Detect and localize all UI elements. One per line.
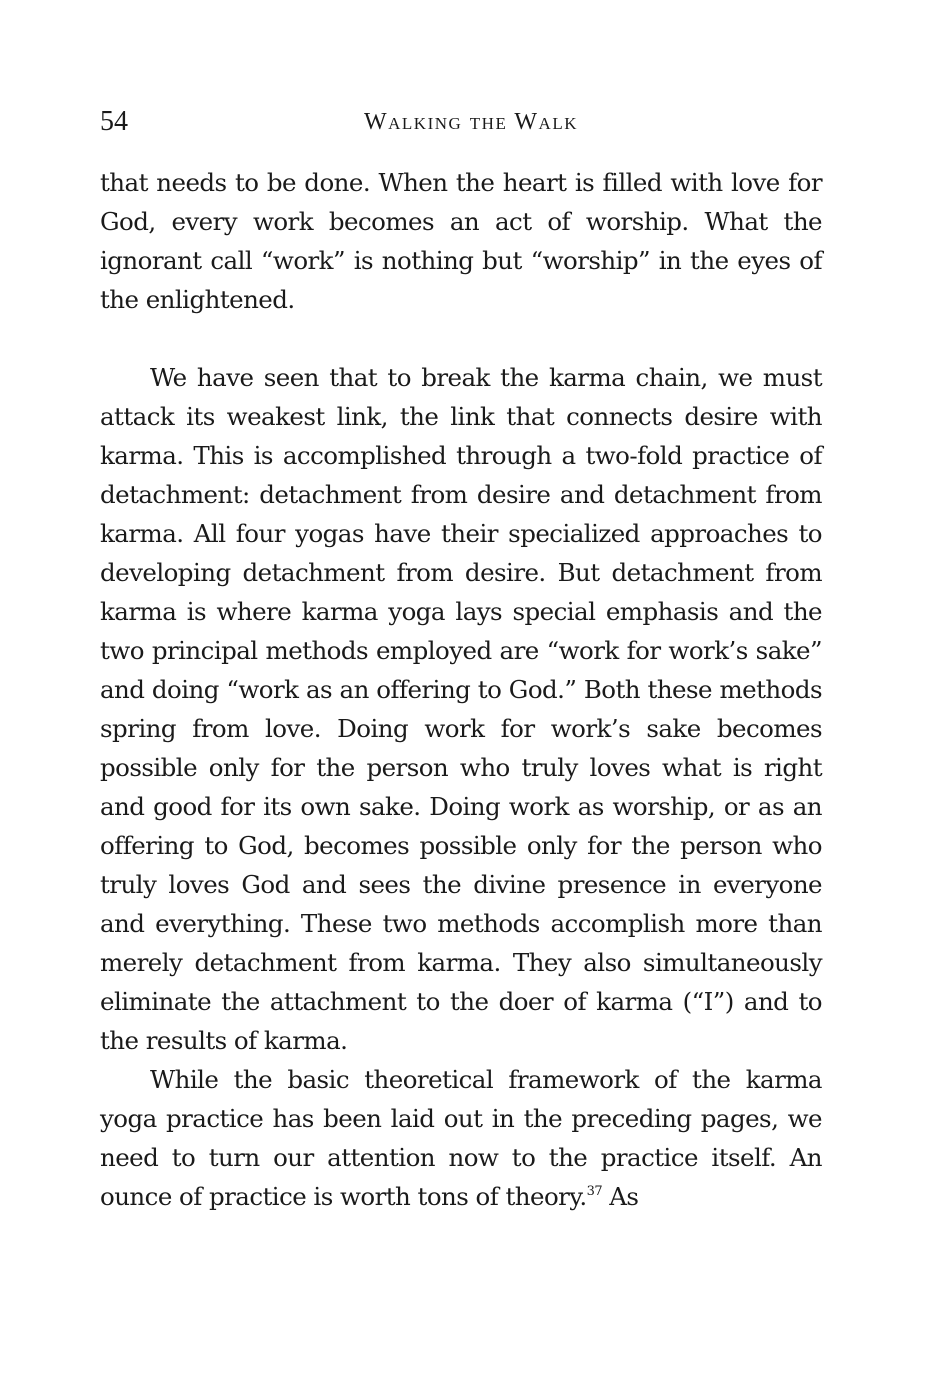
paragraph-practice-tail: As [602,1182,639,1211]
paragraph-practice-text: While the basic theoretical framework of the karma yoga practice has been laid out in the preceding pages, we need to turn our attention now to the practice itself. An ounce of practice is worth tons of theory. [100,1065,822,1211]
running-head [100,104,822,144]
page-number: 54 [100,106,128,137]
paragraph-karma-chain: We have seen that to break the karma chain, we must attack its weakest link, the link that connects desire with karma. This is accomplished through a two-fold practice of detachment: detachment from desire and detachment from karma. All four yogas have their specialized approaches to developing detachment from desire. But detachment from karma is where karma yoga lays special emphasis and the two principal methods employed are “work for work’s sake” and doing “work as an offering to God.” Both these methods spring from love. Doing work for work’s sake becomes possible only for the person who truly loves what is right and good for its own sake. Doing work as worship, or as an offering to God, becomes possible only for the person who truly loves God and sees the divine presence in everyone and everything. These two methods accomplish more than merely detachment from karma. They also simultaneously eliminate the attachment to the doer of karma (“I”) and to the results of karma. [100,363,822,1055]
paragraph-practice [100,1060,822,1216]
body-text [100,163,822,1216]
running-title: Walking the Walk [363,109,578,135]
paragraph-continuation: that needs to be done. When the heart is filled with love for God, every work becomes an act of worship. What the ignorant call “work” is nothing but “worship” in the eyes of the enlightened. [100,168,822,314]
footnote-reference[interactable]: 37 [586,1184,603,1199]
